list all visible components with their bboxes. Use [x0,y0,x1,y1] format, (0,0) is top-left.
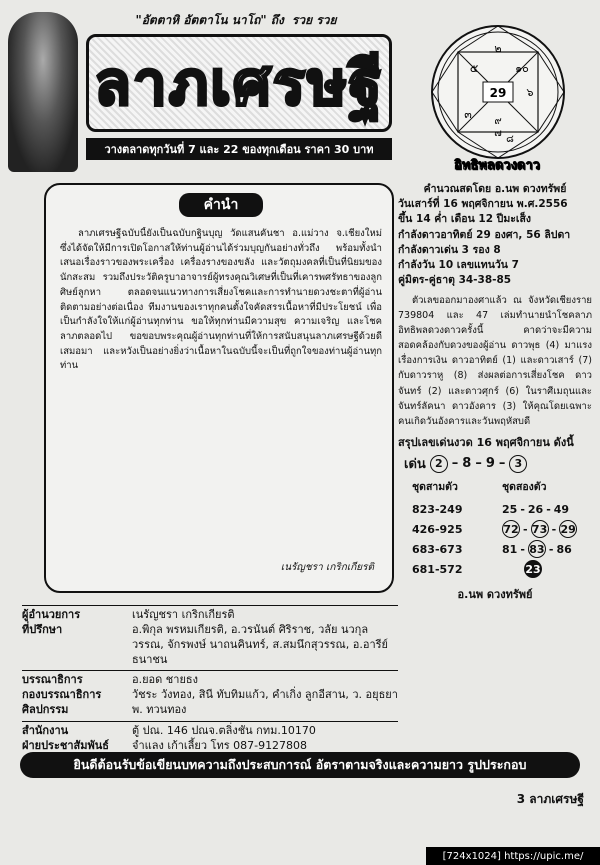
forecast-text: ตัวเลขออกมาองศาแล้ว ณ จังหวัดเชียงราย 739804 และ 47 เล่มทำนายนำโชคลาภอิทธิพลดวงดาวครั้งนี้ คาดว่าจะมีความสอดคล้องกับดวงของผู้อ่าน ดาวพุธ (4) มาแรงเรื่องการเงิน ดาวอาทิตย์ (1) และดาวเสาร์ (7) กับดาวราหู (8) ส่งผลต่อการเสี่ยงโชค ดาวจันทร์ (2) และดาวศุกร์ (6) ในราศีเมถุนและจันทร์ลัคนา ดาวอังคาร (3) ให้คุณโดยเฉพาะคนเกิดวันอังคารและวันพฤหัสบดี [398,294,592,428]
lucky-number: 2 [430,455,448,473]
date-line: วันเสาร์ที่ 16 พฤศจิกายน พ.ศ.2556 [398,198,568,211]
intro-title: คำนำ [179,193,263,217]
two-digit-column [502,478,582,579]
intro-signature: เนรัญชรา เกริกเกียรติ [280,562,374,573]
two-digit-number: 29 [559,520,577,538]
calc-by: คำนวณสดโดย อ.นพ ดวงทรัพย์ [423,183,567,195]
staff-value: อ.ยอด ชายธง [132,673,198,687]
staff-value: ตู้ ปณ. 146 ปณจ.ตลิ่งชัน กทม.10170 [132,723,316,737]
horoscope-chart [428,22,568,162]
staff-label: ฝ่ายประชาสัมพันธ์ [22,738,109,752]
two-digit-set: 72 - 73 - 29 [502,519,582,539]
slogan-part-2: รวย รวย [291,12,337,27]
magazine-logo [86,34,392,132]
lucky-numbers-row: เด่น 2 – 8 – 9 – 3 [404,453,592,474]
two-digit-number: 86 [556,542,572,556]
house-label: ๖ [526,86,534,99]
sun-strength-line: กำลังดาวอาทิตย์ 29 องศา, 56 ลิปดา [398,228,571,241]
lucky-label: เด่น [404,457,426,473]
staff-block-leadership [22,605,398,667]
staff-value: เนรัญชรา เกริกเกียรติ [132,608,235,621]
number-sets [398,478,592,579]
house-label: ๓ [464,108,472,121]
two-digit-set: 81 - 83 - 86 [502,539,582,559]
summary-title: สรุปเลขเด่นงวด 16 พฤศจิกายน ดังนี้ [398,436,574,450]
pair-line: คู่มิตร-คู่ธาตุ 34-38-85 [398,274,512,287]
house-label: ๒ [494,42,502,55]
two-digit-title: ชุดสองตัว [502,481,547,494]
lucky-number: 3 [509,455,527,473]
two-digit-number: 73 [531,520,549,538]
three-digit-set: 426-925 [412,522,463,536]
two-digit-number: 49 [553,502,570,516]
two-digit-number: 26 [527,502,544,516]
staff-value: อ.พิกุล พรหมเกียรติ, อ.วรนันต์ ศิริราช, วลัย นวกุลวรรณ, จักรพงษ์ นาถนคินทร์, ส.สมนึกสุวรรณ, อ.อารีย์ ธนาชน [132,622,388,666]
two-digit-number: 25 [502,502,518,516]
three-digit-set: 681-572 [412,562,463,576]
staff-label: ศิลปกรรม [22,703,69,717]
three-digit-set: 683-673 [412,542,463,556]
lucky-number: 8 [462,456,472,472]
masthead-area [8,8,400,176]
two-digit-number: 23 [524,560,542,578]
staff-value: วัชระ วังทอง, สินี ทับทิมแก้ว, คำเกิ่ง ลูกอีสาน, ว. อยุธยา [132,688,398,702]
page-number-footer: 3 ลาภเศรษฐี [516,792,584,806]
two-digit-set [502,559,582,579]
slogan [86,8,386,32]
two-digit-number: 81 [502,542,518,556]
horoscope-center-number: 29 [489,86,507,100]
house-label: ๕ [469,62,479,75]
two-digit-set: 25 - 26 - 49 [502,502,570,516]
forecast-author: อ.นพ ดวงทรัพย์ [457,588,533,602]
two-digit-number: 83 [528,540,546,558]
staff-label: ที่ปรึกษา [22,622,63,636]
staff-label: กองบรรณาธิการ [22,688,102,702]
intro-body: ลาภเศรษฐีฉบับนี้ยังเป็นฉบับกฐินบุญ วัดแสนคันชา อ.แม่วาง จ.เชียงใหม่ ซึ่งได้จัดให้มีการเปิดโอกาสให้ท่านผู้อ่านได้ร่วมบุญกันอย่างทั่วถึง พร้อมทั้งนำเสนอเรื่องราวของพระเครื่อง เครื่องรางของขลัง และวัตถุมงคลที่เป็นที่นิยมของนักสะสม รวมถึงประวัติครูบาอาจารย์ผู้ทรงคุณวิเศษที่เป็นที่เคารพศรัทธาของลูกศิษย์ลูกหา ตลอดจนแนวทางการเสี่ยงโชคและการทำนายดวงชะตาที่ผู้อ่านติดตามอย่างต่อเนื่อง ทีมงานของเราทุกคนตั้งใจคัดสรรเนื้อหาที่มีประโยชน์ เพื่อเป็นกำลังใจให้แก่ผู้อ่านทุกท่าน ขอให้ทุกท่านมีความสุข ความเจริญ และโชคลาภตลอดไป ขอขอบพระคุณผู้อ่านทุกท่านที่ให้การสนับสนุนลาภเศรษฐีด้วยดีเสมอมา และหวังเป็นอย่างยิ่งว่าเนื้อหาในฉบับนี้จะเป็นที่ถูกใจของท่านผู้อ่านทุกท่าน [60,228,382,372]
house-label: ๙ [494,116,502,127]
magazine-title: ลาภเศรษฐี [94,48,384,119]
two-digit-number: 72 [502,520,520,538]
staff-label: สำนักงาน [22,723,69,737]
horoscope-caption: อิทธิพลดวงดาว [454,158,540,173]
house-label: ๑๐ [515,62,529,75]
house-label: ๗ [494,128,502,139]
three-digit-set: 823-249 [412,502,463,516]
image-source-tag: [724x1024] https://upic.me/ [426,847,600,865]
staff-value: พ. ทวนทอง [132,703,187,717]
staff-label: ผู้อำนวยการ [22,608,81,621]
staff-block-office [22,721,398,754]
lunar-date-line: ขึ้น 14 ค่ำ เดือน 12 ปีมะเส็ง [398,213,532,226]
submission-banner: ยินดีต้อนรับข้อเขียนบทความถึงประสบการณ์ อัตราตามจริงและความยาว รูปประกอบ [20,752,580,778]
horoscope-forecast-column [398,182,592,722]
issue-strip: วางตลาดทุกวันที่ 7 และ 22 ของทุกเดือน ราคา 30 บาท [86,138,392,160]
strength-line: กำลังดาวเด่น 3 รอง 8 [398,243,501,256]
weekday-line: กำลังวัน 10 เลขแทนวัน 7 [398,259,519,272]
deity-statue-image [8,12,78,172]
lucky-number: 9 [485,456,495,472]
three-digit-column [412,478,492,579]
intro-panel [44,183,394,593]
staff-value: จำแลง เก้าเลี้ยว โทร 087-9127808 [132,738,308,752]
slogan-part-1: "อัตตาหิ อัตตาโน นาโถ" ถึง [135,12,284,27]
staff-credits [22,605,398,752]
three-digit-title: ชุดสามตัว [412,481,458,494]
house-label: ๘ [506,134,514,145]
staff-label: บรรณาธิการ [22,673,83,687]
staff-block-editorial [22,670,398,718]
